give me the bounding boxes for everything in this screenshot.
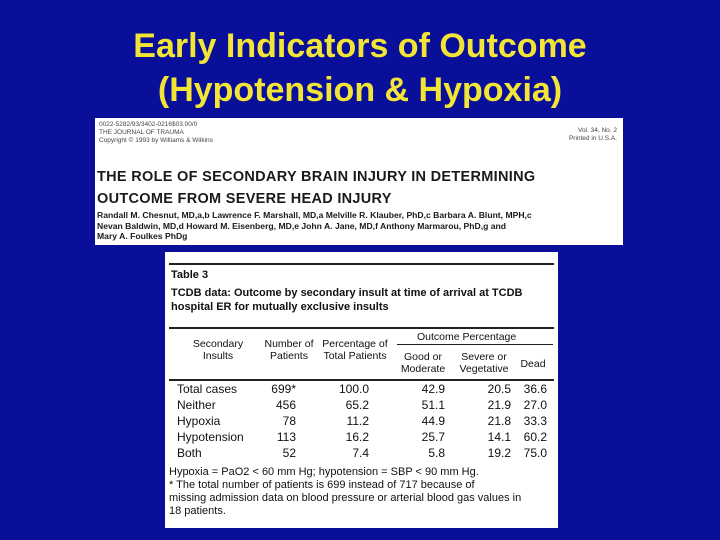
cell-percentage: 11.2: [346, 414, 369, 428]
header-line: Secondary: [192, 338, 244, 350]
cell-good-moderate: 51.1: [421, 398, 445, 412]
header-percentage-total: [319, 338, 391, 362]
header-line: Vegetative: [459, 363, 509, 375]
slide-title-line-1: Early Indicators of Outcome: [133, 27, 587, 65]
pubmeta-line: THE JOURNAL OF TRAUMA: [99, 129, 184, 136]
table-row: [165, 398, 558, 413]
cell-insult: Neither: [177, 398, 216, 412]
outcome-percentage-header: Outcome Percentage: [417, 331, 517, 343]
header-severe-or-vegetative: [455, 351, 513, 375]
cell-severe-vegetative: 21.9: [487, 398, 511, 412]
cell-dead: 60.2: [523, 430, 547, 444]
outcome-group-rule: [397, 344, 553, 345]
article-title: [97, 166, 617, 210]
footnote-line: missing admission data on blood pressure or arterial blood gas values in: [169, 492, 522, 504]
cell-number: 52: [282, 446, 296, 460]
cell-dead: 36.6: [523, 382, 547, 396]
caption-line: TCDB data: Outcome by secondary insult at time of arrival at TCDB: [171, 287, 523, 299]
slide-title-line-2: (Hypotension & Hypoxia): [157, 71, 563, 109]
publication-metadata: [99, 121, 213, 145]
footnote-line: 18 patients.: [169, 505, 226, 517]
header-dead: Dead: [520, 358, 546, 370]
cell-number: 78: [282, 414, 296, 428]
header-good-or-moderate: [395, 351, 451, 375]
cell-severe-vegetative: 20.5: [487, 382, 511, 396]
header-number-of-patients: [259, 338, 319, 362]
cell-good-moderate: 44.9: [421, 414, 445, 428]
header-line: Percentage of: [322, 338, 388, 350]
article-title-line: OUTCOME FROM SEVERE HEAD INJURY: [97, 191, 392, 207]
table-footnote: [169, 466, 557, 518]
cell-dead: 27.0: [523, 398, 547, 412]
table-row: [165, 414, 558, 429]
authors-line: Randall M. Chesnut, MD,a,b Lawrence F. Marshall, MD,a Melville R. Klauber, PhD,c Barbara A. Blunt, MPH,c: [97, 210, 532, 220]
journal-volume-info: [569, 127, 617, 143]
table-header-top-rule: [169, 327, 554, 329]
header-line: Number of: [264, 338, 314, 350]
cell-dead: 75.0: [523, 446, 547, 460]
pubmeta-line: Copyright © 1993 by Williams & Wilkins: [99, 137, 213, 144]
cell-severe-vegetative: 21.8: [487, 414, 511, 428]
cell-dead: 33.3: [523, 414, 547, 428]
header-line: Moderate: [400, 363, 446, 375]
slide-title: [0, 24, 720, 112]
cell-number: 113: [276, 430, 296, 444]
header-line: Total Patients: [323, 350, 387, 362]
table-caption: [171, 286, 551, 314]
footnote-line: Hypoxia = PaO2 < 60 mm Hg; hypotension = SBP < 90 mm Hg.: [169, 466, 479, 478]
cell-number: 699*: [271, 382, 296, 396]
cell-insult: Hypotension: [177, 430, 244, 444]
cell-insult: Both: [177, 446, 202, 460]
cell-severe-vegetative: 19.2: [487, 446, 511, 460]
journal-info-line: Printed in U.S.A.: [568, 135, 617, 142]
pubmeta-line: 0022-5282/93/3402-0216$03.00/0: [99, 121, 198, 128]
footnote-line: * The total number of patients is 699 instead of 717 because of: [169, 479, 475, 491]
table-row: [165, 446, 558, 461]
header-secondary-insults: [183, 338, 253, 362]
table-row: [165, 382, 558, 397]
table-number: Table 3: [171, 269, 209, 281]
cell-severe-vegetative: 14.1: [487, 430, 511, 444]
table-header-bottom-rule: [169, 379, 554, 381]
cell-good-moderate: 5.8: [428, 446, 445, 460]
cell-percentage: 100.0: [338, 382, 369, 396]
article-header-clipping: [95, 118, 623, 245]
cell-number: 456: [275, 398, 296, 412]
header-line: Good or: [404, 351, 442, 363]
cell-percentage: 7.4: [352, 446, 369, 460]
cell-insult: Hypoxia: [177, 414, 221, 428]
header-line: Severe or: [461, 351, 507, 363]
cell-percentage: 65.2: [345, 398, 369, 412]
caption-line: hospital ER for mutually exclusive insults: [171, 301, 389, 313]
cell-percentage: 16.2: [345, 430, 369, 444]
header-line: Patients: [270, 350, 308, 362]
table-top-rule: [169, 263, 554, 265]
cell-good-moderate: 25.7: [421, 430, 445, 444]
authors-line: Nevan Baldwin, MD,d Howard M. Eisenberg, MD,e John A. Jane, MD,f Anthony Marmarou, PhD,g and: [97, 220, 507, 231]
header-line: Insults: [202, 350, 234, 362]
journal-info-line: Vol. 34, No. 2: [577, 127, 617, 134]
article-title-line: THE ROLE OF SECONDARY BRAIN INJURY IN DETERMINING: [97, 169, 536, 185]
article-authors: [97, 210, 621, 242]
cell-good-moderate: 42.9: [421, 382, 445, 396]
authors-line: Mary A. Foulkes PhDg: [97, 231, 188, 241]
table-row: [165, 430, 558, 445]
table-clipping: [165, 252, 558, 528]
cell-insult: Total cases: [177, 382, 238, 396]
